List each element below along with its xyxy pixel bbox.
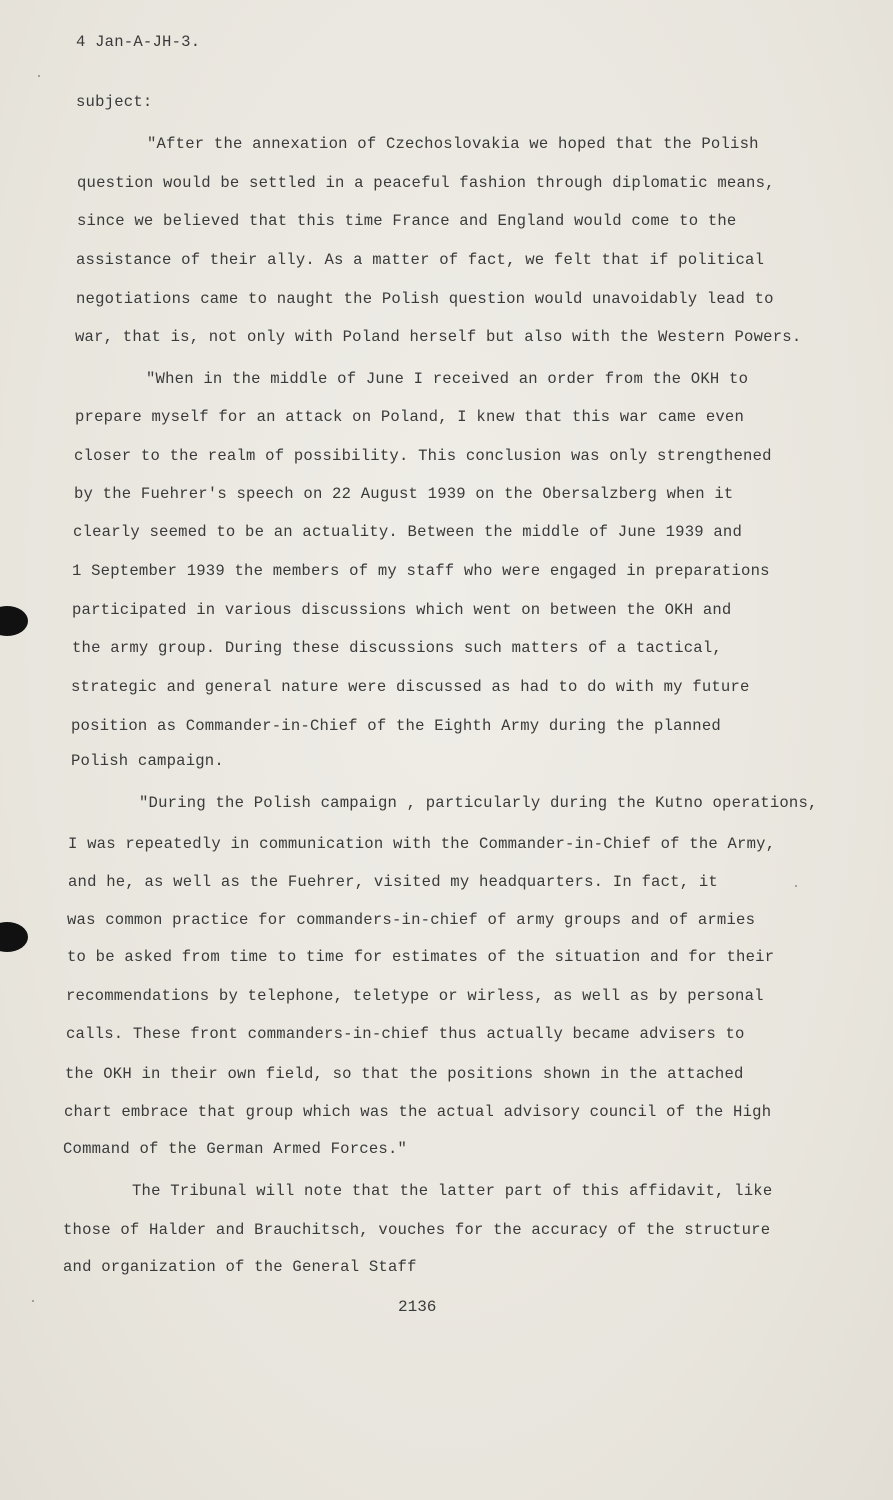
text-line: the OKH in their own field, so that the positions shown in the attached [65, 1065, 744, 1083]
punch-hole [0, 606, 28, 636]
text-line: was common practice for commanders-in-chief of army groups and of armies [67, 911, 756, 929]
punch-hole [0, 922, 28, 952]
paper-speck [795, 885, 797, 887]
text-line: by the Fuehrer's speech on 22 August 1939 on the Obersalzberg when it [74, 485, 734, 503]
text-line: 1 September 1939 the members of my staff who were engaged in preparations [72, 562, 770, 580]
text-line: question would be settled in a peaceful fashion through diplomatic means, [77, 174, 775, 192]
text-line: to be asked from time to time for estimates of the situation and for their [67, 948, 775, 966]
paper-speck [32, 1300, 34, 1302]
text-line: negotiations came to naught the Polish question would unavoidably lead to [76, 290, 774, 308]
text-line: and he, as well as the Fuehrer, visited my headquarters. In fact, it [68, 873, 718, 891]
text-line: the army group. During these discussions such matters of a tactical, [72, 639, 722, 657]
text-line: clearly seemed to be an actuality. Between the middle of June 1939 and [73, 523, 743, 541]
text-line: "When in the middle of June I received an order from the OKH to [146, 370, 749, 388]
text-line: The Tribunal will note that the latter part of this affidavit, like [132, 1182, 773, 1200]
page-number: 2136 [398, 1298, 437, 1316]
text-line: "After the annexation of Czechoslovakia we hoped that the Polish [147, 135, 759, 153]
text-line: Polish campaign. [71, 752, 224, 770]
text-line: and organization of the General Staff [63, 1258, 417, 1276]
text-line: closer to the realm of possibility. This conclusion was only strengthened [74, 447, 772, 465]
text-line: war, that is, not only with Poland herself but also with the Western Powers. [75, 328, 802, 346]
text-line: participated in various discussions which went on between the OKH and [72, 601, 732, 619]
text-line: calls. These front commanders-in-chief thus actually became advisers to [66, 1025, 745, 1043]
document-reference: 4 Jan-A-JH-3. [76, 33, 201, 51]
text-line: chart embrace that group which was the actual advisory council of the High [64, 1103, 772, 1121]
text-line: assistance of their ally. As a matter of fact, we felt that if political [76, 251, 765, 269]
text-line: subject: [76, 93, 153, 111]
text-line: prepare myself for an attack on Poland, I knew that this war came even [75, 408, 745, 426]
text-line: Command of the German Armed Forces." [63, 1140, 408, 1158]
text-line: "During the Polish campaign , particularly during the Kutno operations, [139, 794, 818, 812]
paper-speck [38, 75, 40, 77]
text-line: I was repeatedly in communication with the Commander-in-Chief of the Army, [68, 835, 776, 853]
text-line: since we believed that this time France and England would come to the [77, 212, 737, 230]
text-line: those of Halder and Brauchitsch, vouches for the accuracy of the structure [63, 1221, 771, 1239]
text-line: strategic and general nature were discussed as had to do with my future [71, 678, 750, 696]
text-line: position as Commander-in-Chief of the Eighth Army during the planned [71, 717, 721, 735]
text-line: recommendations by telephone, teletype or wirless, as well as by personal [66, 987, 764, 1005]
